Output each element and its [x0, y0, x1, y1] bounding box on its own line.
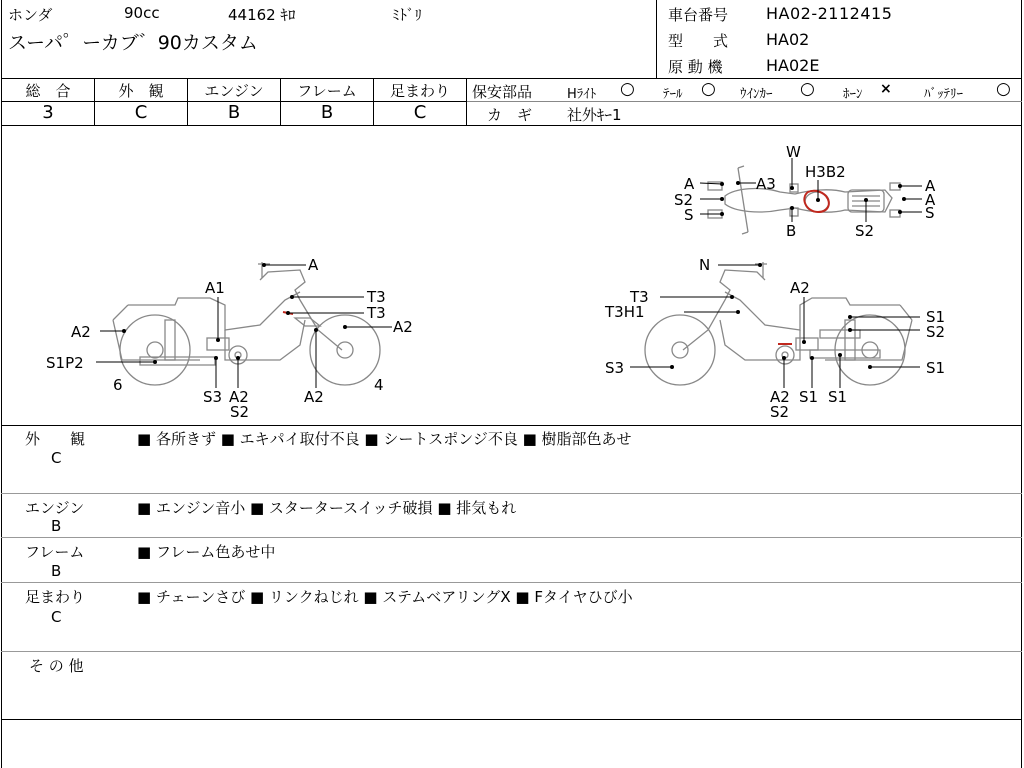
battery-label: ﾊﾞｯﾃﾘｰ — [924, 87, 963, 102]
detail-label-engine: エンジン — [25, 499, 85, 517]
engine-model-label: 原 動 機 — [668, 58, 723, 76]
color: ﾐﾄﾞﾘ — [392, 6, 423, 24]
safety-label: 保安部品 — [472, 83, 533, 101]
frame-no: HA02-2112415 — [766, 4, 893, 23]
model-name: スーパ゜ーカブ゛90カスタム — [8, 32, 258, 54]
diagram-label-top: A3 — [756, 175, 776, 193]
exterior-label: 外 観 — [118, 82, 164, 100]
detail-grade-suspension: C — [51, 608, 62, 626]
diagram-label-top: S2 — [674, 191, 694, 209]
frame-grade: B — [320, 102, 334, 123]
maker: ホンダ — [8, 6, 53, 24]
detail-items-exterior: ■ 各所きず ■ エキパイ取付不良 ■ シートスポンジ不良 ■ 樹脂部色あせ — [137, 430, 632, 448]
diagram-label-left: S1P2 — [46, 354, 84, 372]
frame-label: フレーム — [297, 82, 357, 100]
engine-grade: B — [227, 102, 241, 123]
detail-items-engine: ■ エンジン音小 ■ スタータースイッチ破損 ■ 排気もれ — [137, 499, 517, 517]
header-divider — [656, 0, 657, 78]
exterior-grade: C — [134, 102, 148, 123]
diagram-label-right: S1 — [799, 388, 819, 406]
diagram-bottom-rule — [1, 425, 1022, 426]
diagram-label-right: T3H1 — [605, 303, 645, 321]
diagram-label-left: T3 — [367, 288, 386, 306]
engine-model: HA02E — [766, 56, 820, 75]
suspension-label: 足まわり — [389, 82, 450, 100]
diagram-label-left: A2 — [229, 388, 249, 406]
diagram-label-top: S — [925, 204, 935, 222]
grade-col-divider-5 — [466, 78, 467, 125]
detail-label-suspension: 足まわり — [25, 588, 86, 606]
diagram-label-right: S1 — [926, 359, 946, 377]
detail-rule-1 — [1, 493, 1022, 494]
diagram-label-left: A2 — [71, 323, 91, 341]
detail-rule-3 — [1, 582, 1022, 583]
diagram-label-left: S2 — [230, 403, 250, 421]
detail-label-exterior: 外 観 — [25, 430, 86, 448]
tail-label: ﾃｰﾙ — [663, 87, 683, 102]
detail-items-frame: ■ フレーム色あせ中 — [137, 543, 276, 561]
headlight-mark: ○ — [620, 79, 635, 99]
diagram-label-right: S2 — [770, 403, 790, 421]
diagram-label-top: A — [925, 177, 936, 195]
key-label: カ ギ — [487, 106, 533, 124]
type-label: 型 式 — [668, 32, 729, 50]
diagram-label-right: S1 — [828, 388, 848, 406]
diagram-label-right: S1 — [926, 308, 946, 326]
battery-mark: ○ — [996, 79, 1011, 99]
diagram-label-left: 4 — [374, 376, 384, 394]
winker-label: ｳｲﾝｶｰ — [740, 87, 773, 102]
detail-grade-exterior: C — [51, 449, 62, 467]
diagram-label-top: S2 — [855, 222, 875, 240]
diagram-label-right: N — [699, 256, 711, 274]
type-value: HA02 — [766, 30, 810, 49]
headlight-label: Hﾗｲﾄ — [567, 87, 597, 102]
left-side-view-outline — [113, 262, 380, 385]
overall-grade: 3 — [42, 102, 54, 123]
diagram-label-top: A — [925, 191, 936, 209]
header-bottom-rule — [1, 78, 1022, 79]
diagram-label-right: T3 — [630, 288, 649, 306]
winker-mark: ○ — [800, 79, 815, 99]
horn-mark: × — [880, 81, 892, 97]
diagram-label-left: A — [308, 256, 319, 274]
diagram-label-right: A2 — [770, 388, 790, 406]
horn-label: ﾎｰﾝ — [843, 87, 863, 102]
key-value: 社外ｷｰ1 — [567, 106, 622, 124]
diagram-label-top: A — [684, 175, 695, 193]
detail-grade-engine: B — [51, 517, 62, 535]
diagram-label-top: B — [786, 222, 797, 240]
diagram-label-right: S3 — [605, 359, 625, 377]
damage-diagram — [0, 125, 1024, 425]
diagram-label-left: A2 — [304, 388, 324, 406]
diagram-label-left: A1 — [205, 279, 225, 297]
tail-mark: ○ — [701, 79, 716, 99]
diagram-label-top: W — [786, 143, 801, 161]
diagram-label-right: S2 — [926, 323, 946, 341]
overall-label: 総 合 — [25, 82, 71, 100]
diagram-label-right: A2 — [790, 279, 810, 297]
mileage: 44162 ｷﾛ — [228, 6, 296, 24]
diagram-label-left: 6 — [113, 376, 123, 394]
detail-rule-2 — [1, 537, 1022, 538]
detail-rule-5 — [1, 719, 1022, 720]
detail-label-other: そ の 他 — [29, 657, 84, 675]
diagram-label-left: T3 — [367, 304, 386, 322]
diagram-label-left: S3 — [203, 388, 223, 406]
engine-label: エンジン — [204, 82, 264, 100]
diagram-label-top: S — [684, 206, 694, 224]
displacement: 90cc — [124, 4, 160, 22]
detail-items-suspension: ■ チェーンさび ■ リンクねじれ ■ ステムベアリングX ■ Fタイヤひび小 — [137, 588, 633, 606]
detail-grade-frame: B — [51, 562, 62, 580]
detail-rule-4 — [1, 651, 1022, 652]
diagram-label-top: H3B2 — [805, 163, 846, 181]
suspension-grade: C — [413, 102, 427, 123]
diagram-label-left: A2 — [393, 318, 413, 336]
frame-no-label: 車台番号 — [668, 6, 729, 24]
detail-label-frame: フレーム — [25, 543, 85, 561]
